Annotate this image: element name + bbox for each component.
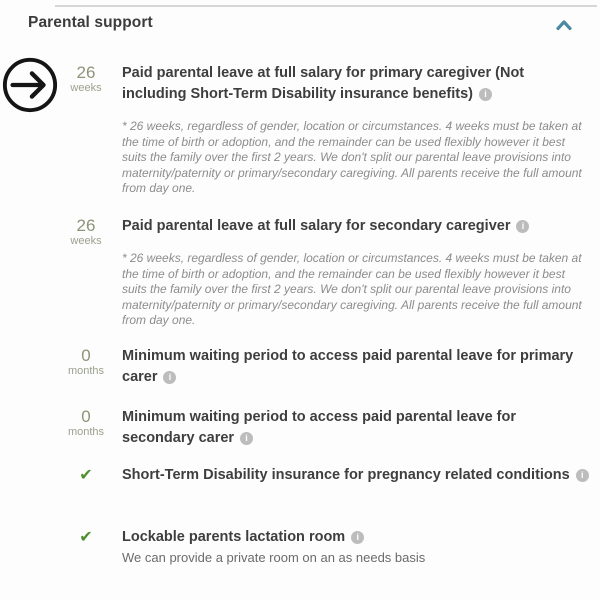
benefit-unit: weeks bbox=[70, 82, 102, 94]
info-icon[interactable]: i bbox=[479, 88, 492, 101]
benefit-title bbox=[122, 527, 592, 548]
benefit-unit: months bbox=[67, 365, 105, 377]
benefit-value: 26 bbox=[76, 63, 96, 82]
info-icon[interactable]: i bbox=[163, 371, 176, 384]
benefit-title-text: Short-Term Disability insurance for pregnancy related conditions bbox=[122, 467, 570, 483]
benefit-title bbox=[122, 216, 592, 237]
benefit-title bbox=[122, 465, 592, 486]
check-icon: ✔ bbox=[79, 465, 93, 484]
benefit-value-block bbox=[60, 63, 112, 94]
info-icon[interactable]: i bbox=[516, 220, 529, 233]
benefit-value-block bbox=[60, 527, 112, 547]
benefit-unit: weeks bbox=[70, 235, 102, 247]
collapse-section-button[interactable] bbox=[551, 16, 577, 36]
benefit-title bbox=[122, 63, 592, 105]
benefit-row-waiting-period-secondary bbox=[0, 407, 600, 449]
check-icon: ✔ bbox=[79, 527, 93, 546]
benefit-title-text: Paid parental leave at full salary for primary caregiver (Not including Short-Term Disability insurance benefits) bbox=[122, 65, 525, 102]
benefit-unit: months bbox=[67, 426, 105, 438]
info-icon[interactable]: i bbox=[351, 531, 364, 544]
benefit-value: 0 bbox=[81, 407, 91, 426]
benefit-row-paid-leave-primary bbox=[0, 63, 600, 197]
info-icon[interactable]: i bbox=[576, 469, 589, 482]
benefit-value-block bbox=[60, 465, 112, 485]
benefit-value-block bbox=[60, 407, 112, 438]
benefit-row-waiting-period-primary bbox=[0, 346, 600, 388]
benefit-title bbox=[122, 407, 592, 449]
benefit-subtitle: We can provide a private room on an as needs basis bbox=[122, 550, 426, 565]
benefit-title-text: Paid parental leave at full salary for secondary caregiver bbox=[122, 218, 511, 234]
benefit-row-std-insurance bbox=[0, 465, 600, 486]
benefit-row-paid-leave-secondary bbox=[0, 216, 600, 329]
benefit-fine-print: * 26 weeks, regardless of gender, location or circumstances. 4 weeks must be taken at the time of birth or adoption, and the remainder can be used flexibly however it best suits the family over the first 2 years. We don't split our parental leave provisions into maternity/paternity or primary/secondary caregiving. All parents receive the full amount from day one. bbox=[122, 251, 582, 327]
benefit-title-text: Minimum waiting period to access paid parental leave for secondary carer bbox=[122, 409, 517, 446]
benefit-title-text: Minimum waiting period to access paid parental leave for primary carer bbox=[122, 348, 574, 385]
benefit-value-block bbox=[60, 346, 112, 377]
benefit-title-text: Lockable parents lactation room bbox=[122, 529, 346, 545]
info-icon[interactable]: i bbox=[240, 432, 253, 445]
benefit-value: 26 bbox=[76, 216, 96, 235]
chevron-up-icon bbox=[555, 19, 573, 31]
benefit-value-block bbox=[60, 216, 112, 247]
benefit-title bbox=[122, 346, 592, 388]
section-title: Parental support bbox=[28, 14, 153, 31]
section-divider bbox=[55, 5, 597, 7]
benefit-fine-print: * 26 weeks, regardless of gender, location or circumstances. 4 weeks must be taken at the time of birth or adoption, and the remainder can be used flexibly however it best suits the family over the first 2 years. We don't split our parental leave provisions into maternity/paternity or primary/secondary caregiving. All parents receive the full amount from day one. bbox=[122, 119, 582, 195]
benefit-value: 0 bbox=[81, 346, 91, 365]
benefit-row-lactation-room bbox=[0, 527, 600, 567]
